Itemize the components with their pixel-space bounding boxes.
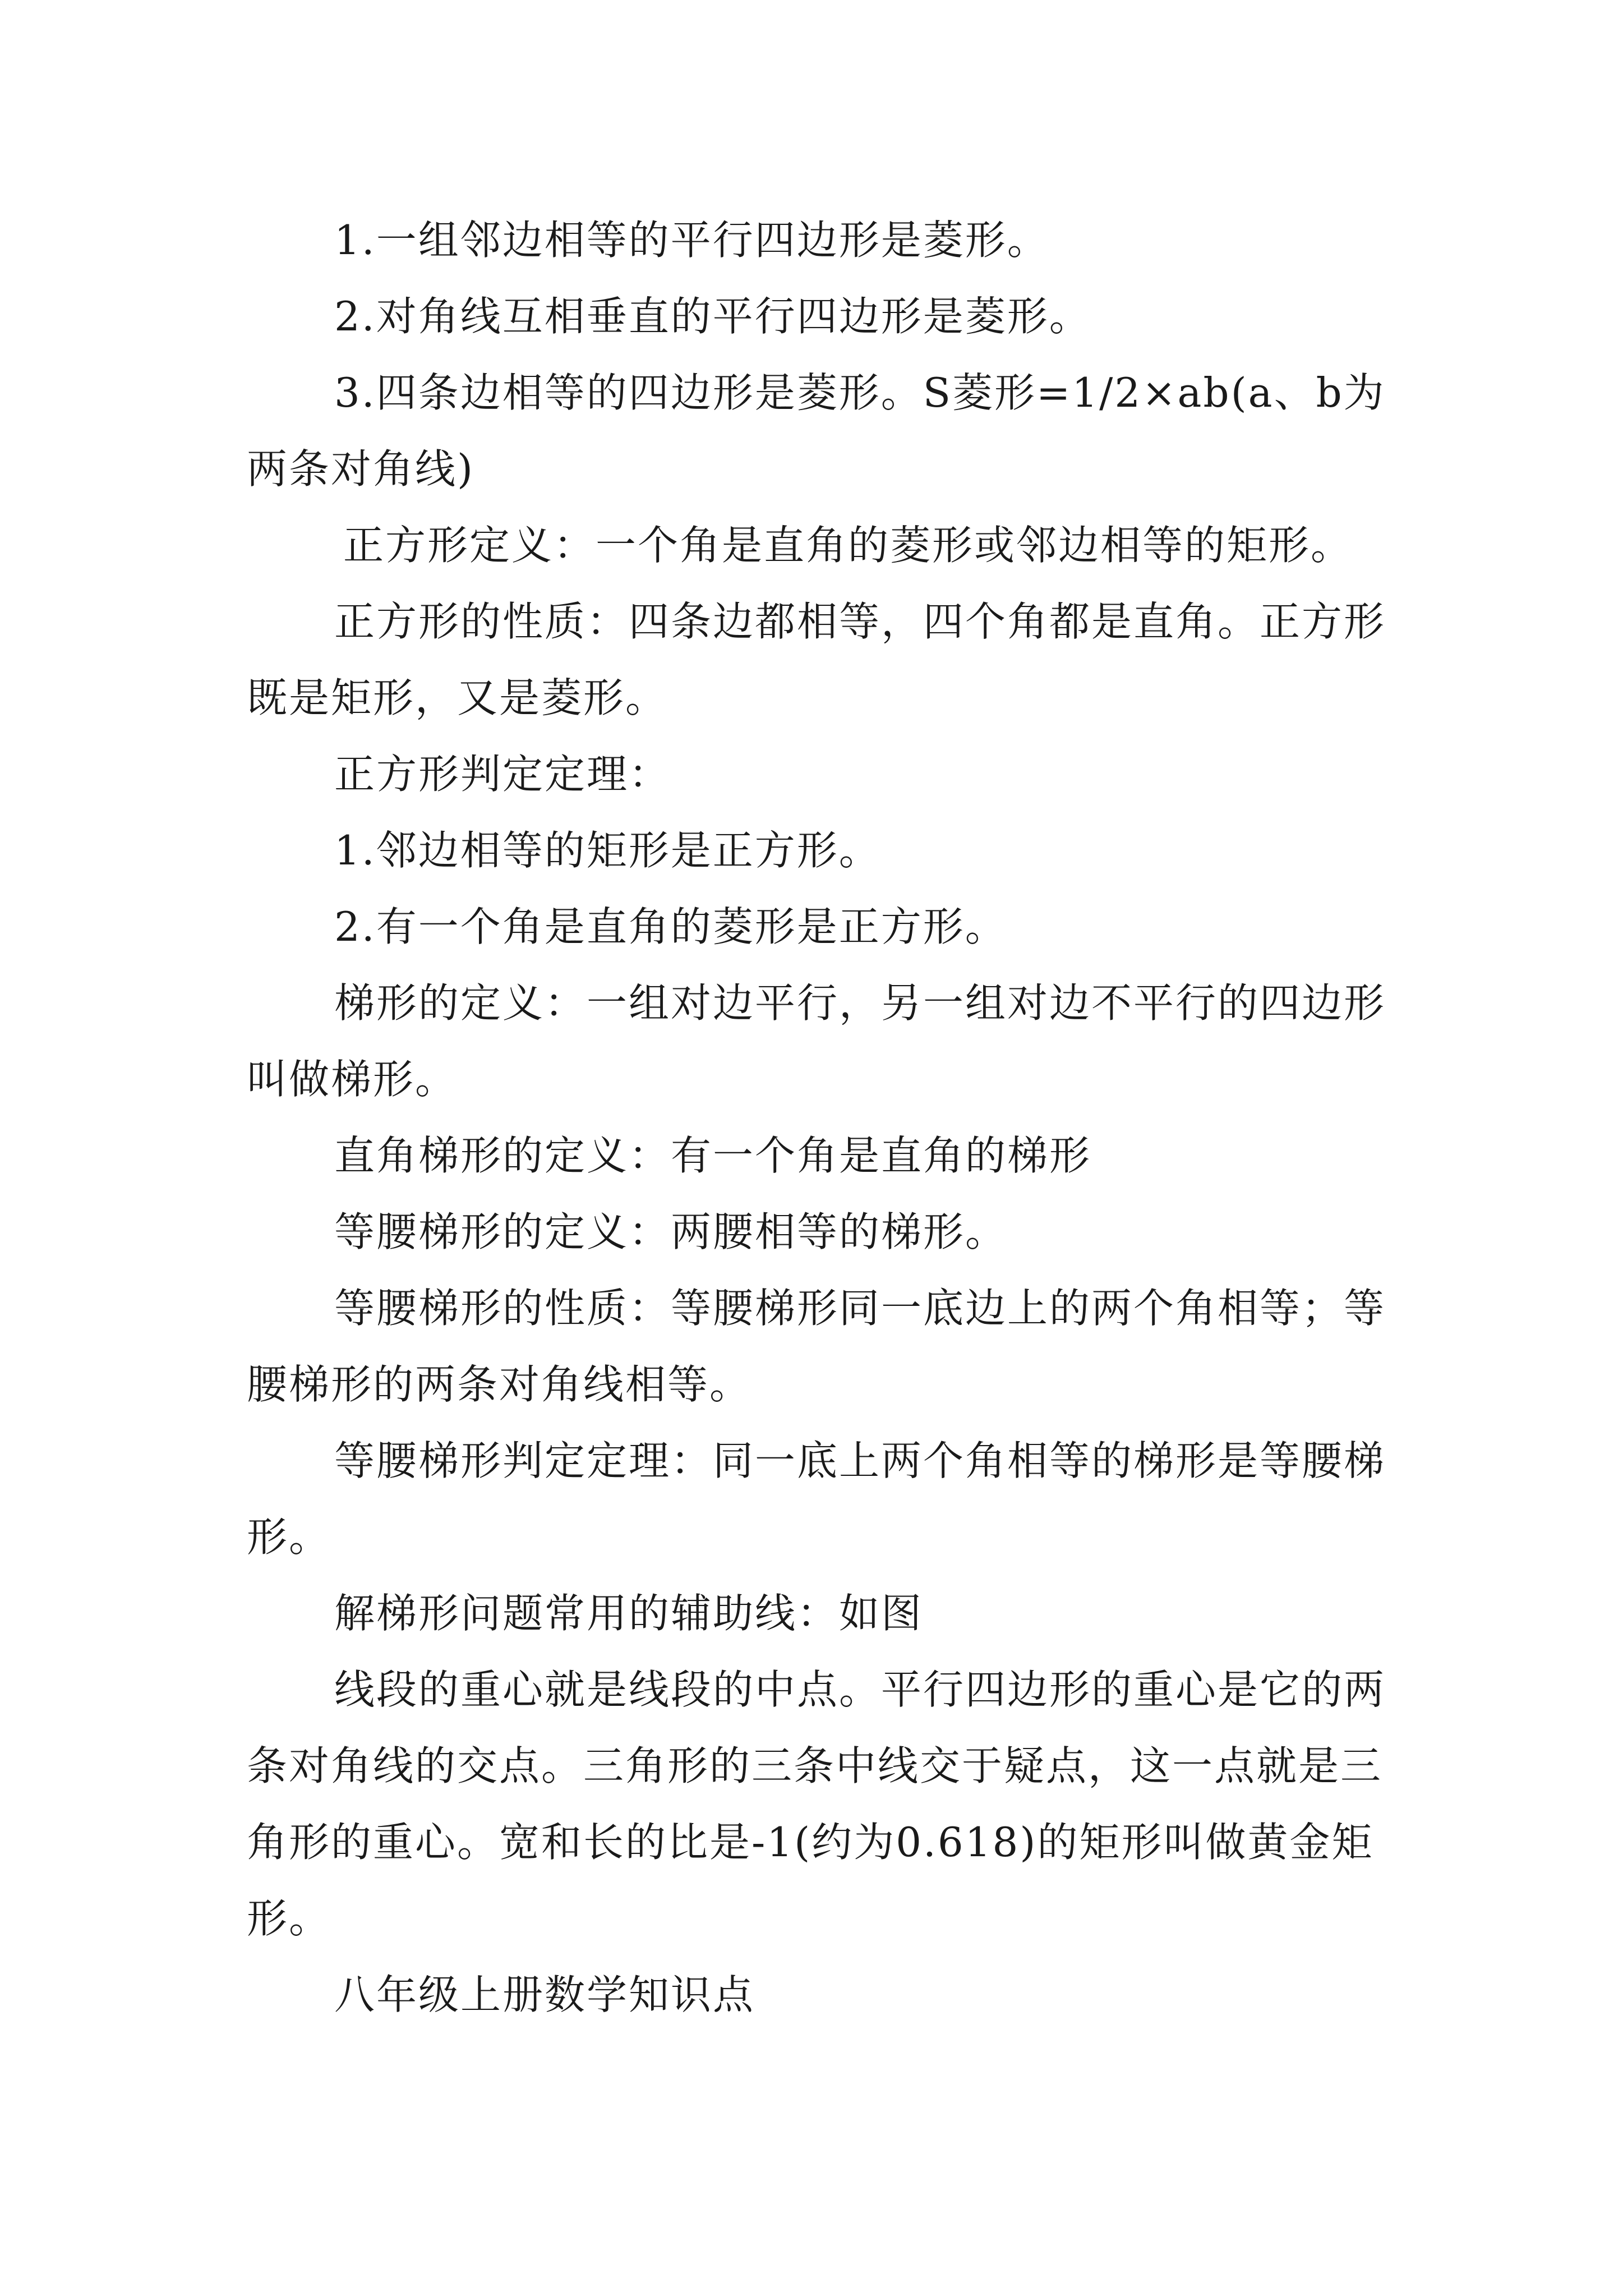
paragraph: 1.邻边相等的矩形是正方形。	[334, 827, 881, 874]
paragraph: 2.有一个角是直角的菱形是正方形。	[334, 903, 1007, 950]
paragraph: 正方形定义：一个角是直角的菱形或邻边相等的矩形。	[343, 522, 1353, 569]
document-body	[247, 202, 1391, 2033]
paragraph: 等腰梯形的性质：等腰梯形同一底边上的两个角相等；等腰梯形的两条对角线相等。	[247, 1285, 1386, 1408]
paragraph: 2.对角线互相垂直的平行四边形是菱形。	[334, 293, 1091, 340]
paragraph: 线段的重心就是线段的中点。平行四边形的重心是它的两条对角线的交点。三角形的三条中线交于疑点，这一点就是三角形的重心。宽和长的比是-1(约为0.618)的矩形叫做黄金矩形。	[247, 1666, 1386, 1942]
paragraph: 等腰梯形的定义：两腰相等的梯形。	[334, 1208, 1008, 1255]
paragraph: 3.四条边相等的四边形是菱形。S菱形=1/2×ab(a、b为两条对角线)	[247, 369, 1386, 493]
paragraph: 解梯形问题常用的辅助线：如图	[334, 1590, 924, 1637]
paragraph: 等腰梯形判定定理：同一底上两个角相等的梯形是等腰梯形。	[247, 1437, 1386, 1561]
paragraph: 正方形判定定理：	[334, 751, 671, 798]
paragraph: 梯形的定义：一组对边平行，另一组对边不平行的四边形叫做梯形。	[247, 979, 1386, 1103]
paragraph: 直角梯形的定义：有一个角是直角的梯形	[334, 1132, 1092, 1179]
paragraph: 八年级上册数学知识点	[334, 1971, 755, 2018]
paragraph: 正方形的性质：四条边都相等，四个角都是直角。正方形既是矩形，又是菱形。	[247, 598, 1386, 721]
paragraph: 1.一组邻边相等的平行四边形是菱形。	[334, 217, 1049, 264]
